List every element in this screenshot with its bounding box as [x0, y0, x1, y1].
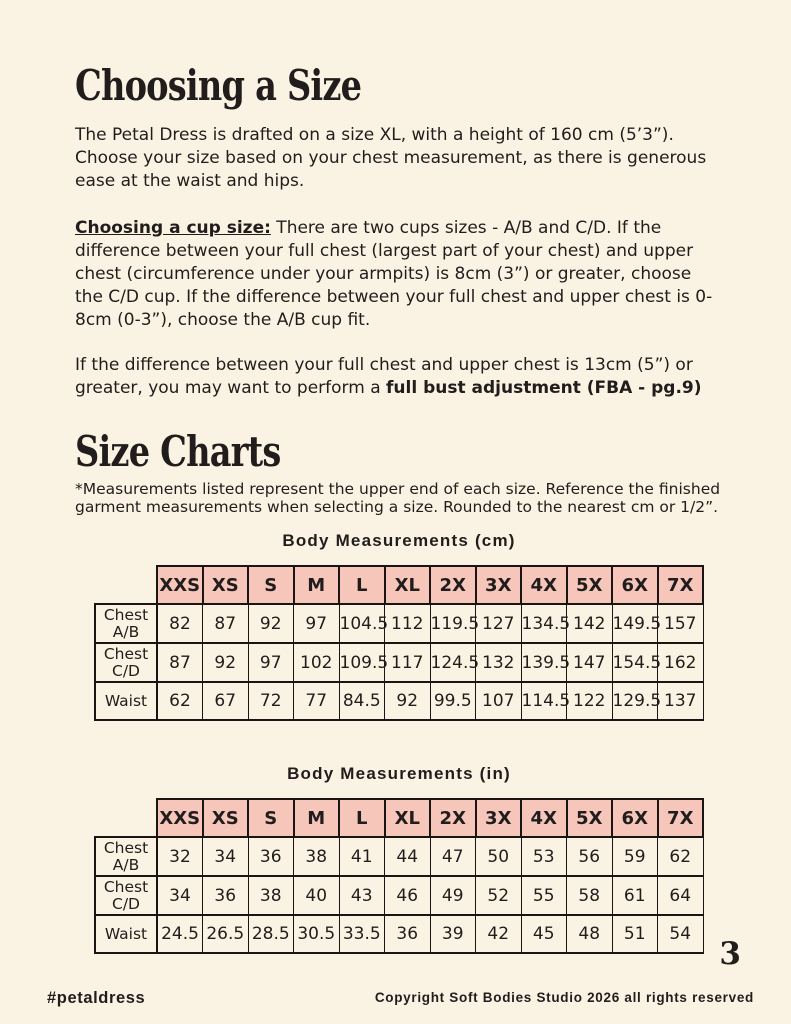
- measurement-cell: 87: [203, 604, 249, 643]
- measurement-cell: 82: [157, 604, 203, 643]
- measurement-cell: 92: [203, 643, 249, 682]
- measurement-cell: 92: [385, 682, 431, 720]
- row-label-cell: Chest A/B: [95, 837, 157, 876]
- size-header-cell: 6X: [612, 566, 658, 604]
- table-row: [95, 876, 703, 915]
- measurement-cell: 61: [612, 876, 658, 915]
- measurement-cell: 62: [157, 682, 203, 720]
- measurement-cell: 124.5: [430, 643, 476, 682]
- size-header-cell: L: [339, 799, 385, 837]
- measurement-cell: 132: [476, 643, 522, 682]
- measurement-cell: 77: [294, 682, 340, 720]
- size-header-cell: S: [248, 799, 294, 837]
- table-title-cm: Body Measurements (cm): [282, 531, 516, 551]
- row-label-cell: Chest C/D: [95, 643, 157, 682]
- size-header-cell: 3X: [476, 799, 522, 837]
- measurement-cell: 49: [430, 876, 476, 915]
- size-header-cell: XS: [203, 799, 249, 837]
- footer-hashtag: #petaldress: [47, 989, 146, 1007]
- table-row: [95, 682, 703, 720]
- measurement-cell: 137: [658, 682, 704, 720]
- corner-cell: [95, 799, 157, 837]
- size-header-cell: XXS: [157, 799, 203, 837]
- measurement-cell: 33.5: [339, 915, 385, 953]
- measurement-cell: 50: [476, 837, 522, 876]
- fba-bold-text: full bust adjustment (FBA - pg.9): [386, 378, 702, 399]
- measurement-cell: 134.5: [521, 604, 567, 643]
- body-measurements-cm-table: [94, 565, 704, 721]
- measurement-cell: 97: [294, 604, 340, 643]
- size-header-cell: M: [294, 799, 340, 837]
- size-charts-note: *Measurements listed represent the upper end of each size. Reference the finished garment measurements when selecting a size. Rounded to the nearest cm or 1/2”.: [75, 480, 721, 516]
- measurement-cell: 157: [658, 604, 704, 643]
- measurement-cell: 102: [294, 643, 340, 682]
- size-header-cell: 5X: [567, 566, 613, 604]
- size-header-cell: L: [339, 566, 385, 604]
- row-label-cell: Chest A/B: [95, 604, 157, 643]
- measurement-cell: 114.5: [521, 682, 567, 720]
- footer-copyright: Copyright Soft Bodies Studio 2026 all rights reserved: [374, 990, 754, 1005]
- measurement-cell: 28.5: [248, 915, 294, 953]
- measurement-cell: 147: [567, 643, 613, 682]
- measurement-cell: 52: [476, 876, 522, 915]
- measurement-cell: 46: [385, 876, 431, 915]
- row-label-cell: Waist: [95, 682, 157, 720]
- measurement-cell: 40: [294, 876, 340, 915]
- measurement-cell: 87: [157, 643, 203, 682]
- content-column: [75, 61, 723, 954]
- size-header-cell: 7X: [658, 799, 704, 837]
- measurement-cell: 34: [157, 876, 203, 915]
- measurement-cell: 104.5: [339, 604, 385, 643]
- size-header-cell: XL: [385, 799, 431, 837]
- measurement-cell: 112: [385, 604, 431, 643]
- measurement-cell: 142: [567, 604, 613, 643]
- table-row: [95, 915, 703, 953]
- measurement-cell: 64: [658, 876, 704, 915]
- measurement-cell: 67: [203, 682, 249, 720]
- measurement-cell: 43: [339, 876, 385, 915]
- measurement-cell: 58: [567, 876, 613, 915]
- cup-size-paragraph: [75, 217, 723, 332]
- size-header-cell: 3X: [476, 566, 522, 604]
- body-measurements-in-block: [75, 764, 723, 954]
- corner-cell: [95, 566, 157, 604]
- measurement-cell: 59: [612, 837, 658, 876]
- body-measurements-in-table: [94, 798, 704, 954]
- measurement-cell: 34: [203, 837, 249, 876]
- measurement-cell: 36: [248, 837, 294, 876]
- measurement-cell: 56: [567, 837, 613, 876]
- measurement-cell: 107: [476, 682, 522, 720]
- measurement-cell: 24.5: [157, 915, 203, 953]
- measurement-cell: 48: [567, 915, 613, 953]
- row-label-cell: Waist: [95, 915, 157, 953]
- table-row: [95, 604, 703, 643]
- size-header-cell: 2X: [430, 566, 476, 604]
- measurement-cell: 41: [339, 837, 385, 876]
- size-header-cell: 2X: [430, 799, 476, 837]
- measurement-cell: 26.5: [203, 915, 249, 953]
- measurement-cell: 32: [157, 837, 203, 876]
- measurement-cell: 109.5: [339, 643, 385, 682]
- measurement-cell: 154.5: [612, 643, 658, 682]
- measurement-cell: 122: [567, 682, 613, 720]
- measurement-cell: 39: [430, 915, 476, 953]
- size-header-cell: 4X: [521, 566, 567, 604]
- measurement-cell: 36: [385, 915, 431, 953]
- size-header-cell: 5X: [567, 799, 613, 837]
- cup-size-lead: Choosing a cup size:: [75, 218, 271, 239]
- section-title-choosing-a-size-text: Choosing a Size: [75, 61, 362, 110]
- measurement-cell: 162: [658, 643, 704, 682]
- row-label-cell: Chest C/D: [95, 876, 157, 915]
- measurement-cell: 92: [248, 604, 294, 643]
- measurement-cell: 51: [612, 915, 658, 953]
- measurement-cell: 38: [294, 837, 340, 876]
- body-measurements-cm-block: [75, 531, 723, 721]
- table-row: [95, 643, 703, 682]
- cup-size-body: There are two cups sizes - A/B and C/D. If the difference between your full chest (largest part of your chest) and upper chest (circumference under your armpits) is 8cm (3”) or greater, choose the C/D cup. If the difference between your full chest and upper chest is 0-8cm (0-3”), choose the A/B cup fit.: [75, 218, 713, 331]
- measurement-cell: 36: [203, 876, 249, 915]
- measurement-cell: 42: [476, 915, 522, 953]
- section-title-choosing-a-size: [75, 61, 723, 110]
- size-header-cell: 7X: [658, 566, 704, 604]
- measurement-cell: 54: [658, 915, 704, 953]
- section-title-size-charts: [75, 427, 723, 477]
- size-header-cell: S: [248, 566, 294, 604]
- size-header-cell: XS: [203, 566, 249, 604]
- measurement-cell: 117: [385, 643, 431, 682]
- measurement-cell: 119.5: [430, 604, 476, 643]
- measurement-cell: 72: [248, 682, 294, 720]
- measurement-cell: 149.5: [612, 604, 658, 643]
- size-header-row: [95, 799, 703, 837]
- measurement-cell: 99.5: [430, 682, 476, 720]
- section-title-size-charts-text: Size Charts: [75, 427, 281, 477]
- intro-paragraph: The Petal Dress is drafted on a size XL, with a height of 160 cm (5’3”). Choose your size based on your chest measurement, as there is generous ease at the waist and hips.: [75, 125, 707, 192]
- fba-paragraph: [75, 354, 723, 400]
- measurement-cell: 129.5: [612, 682, 658, 720]
- size-header-cell: XL: [385, 566, 431, 604]
- size-header-cell: 4X: [521, 799, 567, 837]
- measurement-cell: 97: [248, 643, 294, 682]
- measurement-cell: 84.5: [339, 682, 385, 720]
- table-row: [95, 837, 703, 876]
- measurement-cell: 53: [521, 837, 567, 876]
- measurement-cell: 139.5: [521, 643, 567, 682]
- measurement-cell: 127: [476, 604, 522, 643]
- table-title-in: Body Measurements (in): [287, 764, 511, 784]
- measurement-cell: 38: [248, 876, 294, 915]
- measurement-cell: 62: [658, 837, 704, 876]
- size-header-cell: M: [294, 566, 340, 604]
- page-number: 3: [719, 936, 741, 972]
- size-header-cell: 6X: [612, 799, 658, 837]
- size-header-cell: XXS: [157, 566, 203, 604]
- size-header-row: [95, 566, 703, 604]
- measurement-cell: 55: [521, 876, 567, 915]
- fba-plain-text: If the difference between your full chest and upper chest is 13cm (5”) or greater, you may want to perform a: [75, 355, 693, 399]
- measurement-cell: 44: [385, 837, 431, 876]
- measurement-cell: 45: [521, 915, 567, 953]
- measurement-cell: 47: [430, 837, 476, 876]
- measurement-cell: 30.5: [294, 915, 340, 953]
